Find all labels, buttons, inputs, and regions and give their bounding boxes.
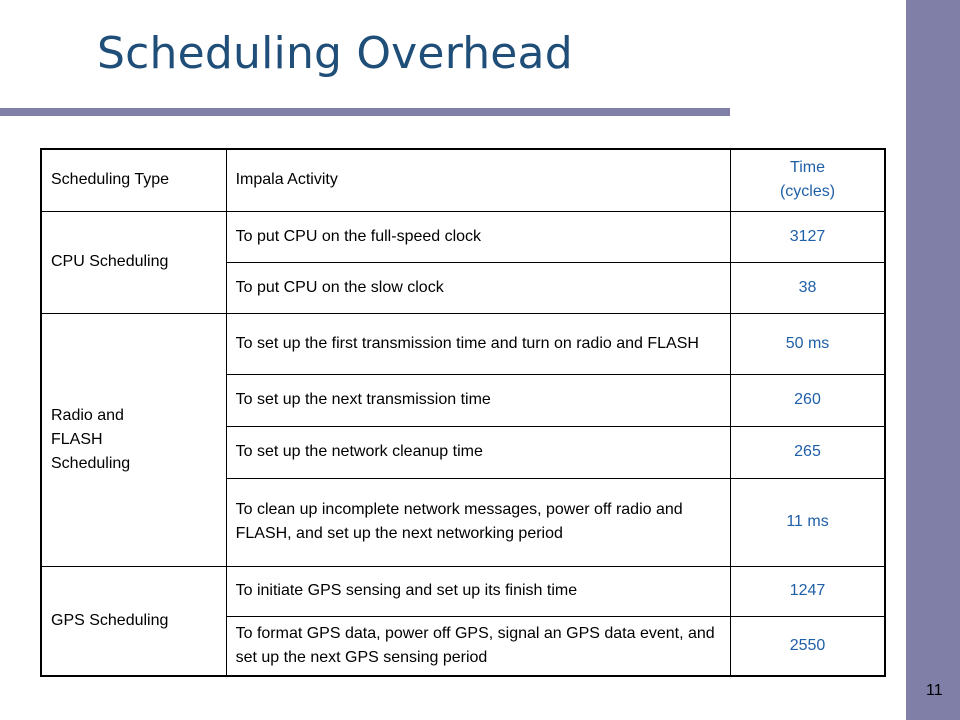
activity-cell: To set up the next transmission time bbox=[226, 374, 730, 426]
activity-cell: To set up the network cleanup time bbox=[226, 426, 730, 478]
activity-cell: To set up the first transmission time and turn on radio and FLASH bbox=[226, 313, 730, 374]
time-cell: 3127 bbox=[731, 211, 885, 262]
time-cell: 38 bbox=[731, 262, 885, 313]
time-cell: 2550 bbox=[731, 616, 885, 676]
group-type-cell: CPU Scheduling bbox=[41, 211, 226, 313]
header-time-label: Time (cycles) bbox=[779, 159, 836, 201]
header-scheduling-type: Scheduling Type bbox=[41, 149, 226, 211]
title-underline bbox=[0, 108, 730, 116]
activity-cell: To format GPS data, power off GPS, signal an GPS data event, and set up the next GPS sensing period bbox=[226, 616, 730, 676]
time-cell: 1247 bbox=[731, 566, 885, 616]
table-header-row bbox=[41, 149, 885, 211]
table-row bbox=[41, 211, 885, 262]
activity-cell: To clean up incomplete network messages, power off radio and FLASH, and set up the next networking period bbox=[226, 478, 730, 566]
page-number: 11 bbox=[926, 682, 943, 699]
slide-title: Scheduling Overhead bbox=[97, 28, 573, 79]
time-cell: 11 ms bbox=[731, 478, 885, 566]
group-type-label: Radio and FLASH Scheduling bbox=[51, 406, 131, 472]
time-cell: 265 bbox=[731, 426, 885, 478]
time-cell: 50 ms bbox=[731, 313, 885, 374]
side-accent-bar bbox=[906, 0, 960, 720]
group-type-cell: GPS Scheduling bbox=[41, 566, 226, 676]
time-cell: 260 bbox=[731, 374, 885, 426]
activity-cell: To initiate GPS sensing and set up its finish time bbox=[226, 566, 730, 616]
group-type-cell bbox=[41, 313, 226, 566]
header-impala-activity: Impala Activity bbox=[226, 149, 730, 211]
table-row bbox=[41, 566, 885, 616]
activity-cell: To put CPU on the full-speed clock bbox=[226, 211, 730, 262]
scheduling-overhead-table bbox=[40, 148, 886, 677]
table-row bbox=[41, 313, 885, 374]
activity-cell: To put CPU on the slow clock bbox=[226, 262, 730, 313]
header-time bbox=[731, 149, 885, 211]
